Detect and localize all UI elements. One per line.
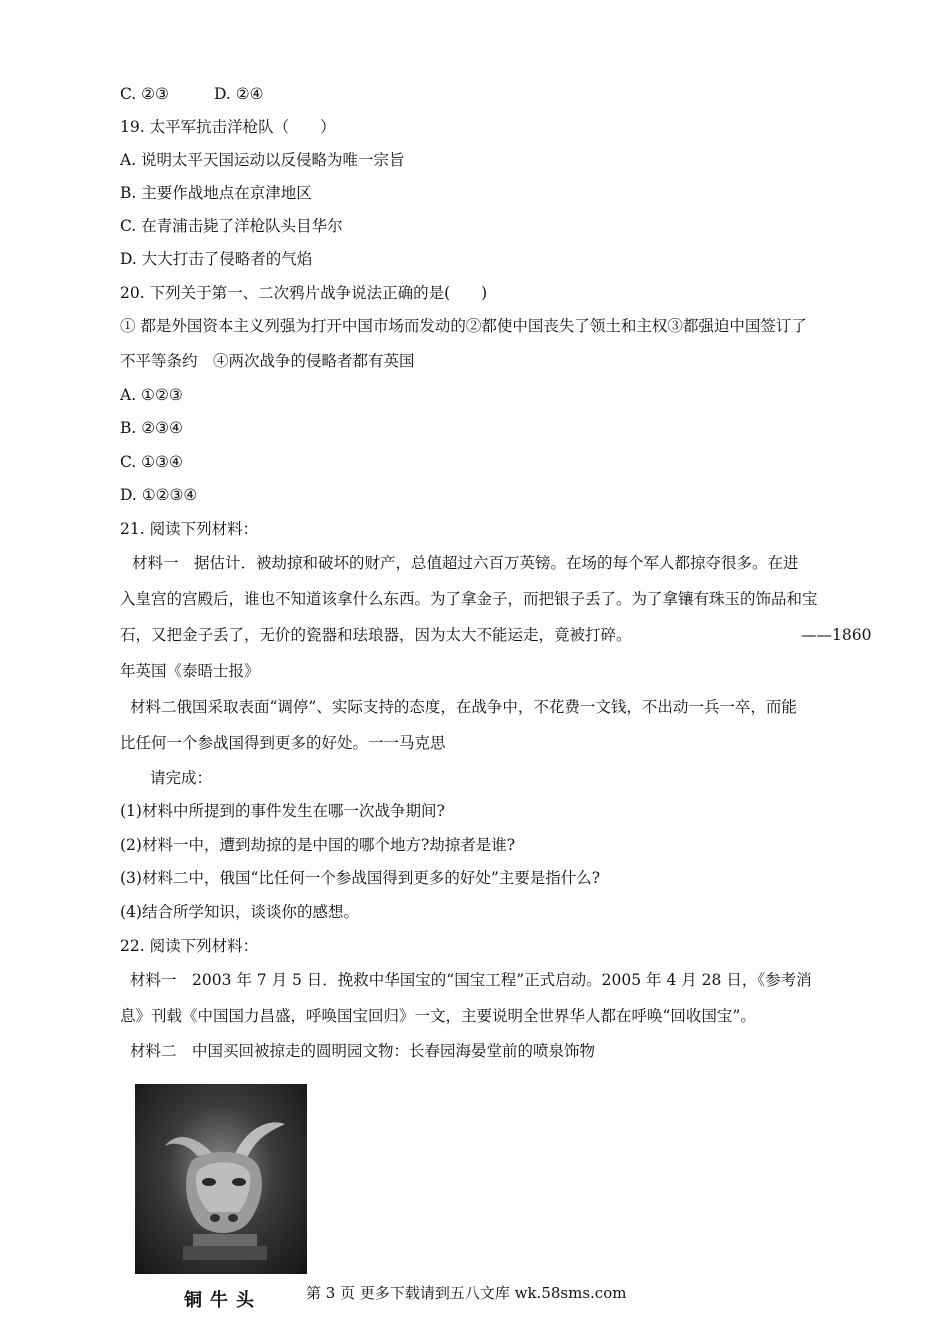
question-20-body: ① 都是外国资本主义列强为打开中国市场而发动的②都使中国丧失了领土和主权③都强迫中国签订了 (120, 317, 807, 335)
material-text: 入皇宫的宫殿后，谁也不知道该拿什么东西。为了拿金子，而把银子丢了。为了拿镶有珠玉的饰品和宝 (120, 590, 818, 608)
option-c: C. 在青浦击毙了洋枪队头目华尔 (120, 217, 343, 235)
bronze-ox-head-photo (135, 1084, 307, 1274)
material-source: ——1860 (801, 626, 872, 644)
sub-question: (3)材料二中，俄国“比任何一个参战国得到更多的好处”主要是指什么? (120, 869, 601, 887)
page-footer: 第 3 页 更多下载请到五八文库 wk.58sms.com (306, 1284, 627, 1302)
material-text: 材料二 中国买回被掠走的圆明园文物：长春园海晏堂前的喷泉饰物 (130, 1042, 596, 1060)
material-text: 石，又把金子丢了，无价的瓷器和珐琅器，因为太大不能运走，竟被打碎。 (120, 626, 632, 644)
option-c: C. ①③④ (120, 453, 183, 471)
material-text: 材料二俄国采取表面“调停”、实际支持的态度，在战争中，不花费一文钱，不出动一兵一卒，而能 (130, 698, 797, 716)
material-text: 息》刊载《中国国力昌盛，呼唤国宝回归》一文，主要说明全世界华人都在呼唤“回收国宝”。 (120, 1007, 756, 1025)
option-c: C. ②③ (120, 85, 169, 103)
material-text: 材料一 据估计．被劫掠和破坏的财产，总值超过六百万英镑。在场的每个军人都掠夺很多。在进 (132, 554, 799, 572)
prompt-text: 请完成： (150, 769, 213, 787)
sub-question: (1)材料中所提到的事件发生在哪一次战争期间? (120, 802, 445, 820)
material-text: 比任何一个参战国得到更多的好处。一一马克思 (120, 734, 446, 752)
question-20-body: 不平等条约 ④两次战争的侵略者都有英国 (120, 352, 415, 370)
option-d: D. ①②③④ (120, 486, 198, 504)
option-b: B. ②③④ (120, 419, 183, 437)
option-d: D. ②④ (214, 85, 264, 103)
question-22-stem: 22. 阅读下列材料： (120, 937, 259, 955)
sub-question: (2)材料一中，遭到劫掠的是中国的哪个地方?劫掠者是谁? (120, 836, 516, 854)
option-b: B. 主要作战地点在京津地区 (120, 184, 312, 202)
option-d: D. 大大打击了侵略者的气焰 (120, 250, 313, 268)
material-text: 材料一 2003 年 7 月 5 日．挽救中华国宝的“国宝工程”正式启动。2005 年 4 月 28 日，《参考消 (130, 971, 812, 989)
option-a: A. ①②③ (120, 386, 183, 404)
question-21-stem: 21. 阅读下列材料： (120, 520, 259, 538)
option-a: A. 说明太平天国运动以反侵略为唯一宗旨 (120, 151, 405, 169)
question-19-stem: 19. 太平军抗击洋枪队（ ） (120, 118, 336, 136)
material-source: 年英国《泰晤士报》 (120, 662, 260, 680)
sub-question: (4)结合所学知识，谈谈你的感想。 (120, 903, 359, 921)
photo-caption: 铜牛头 (184, 1290, 262, 1311)
question-20-stem: 20. 下列关于第一、二次鸦片战争说法正确的是( ) (120, 284, 488, 302)
